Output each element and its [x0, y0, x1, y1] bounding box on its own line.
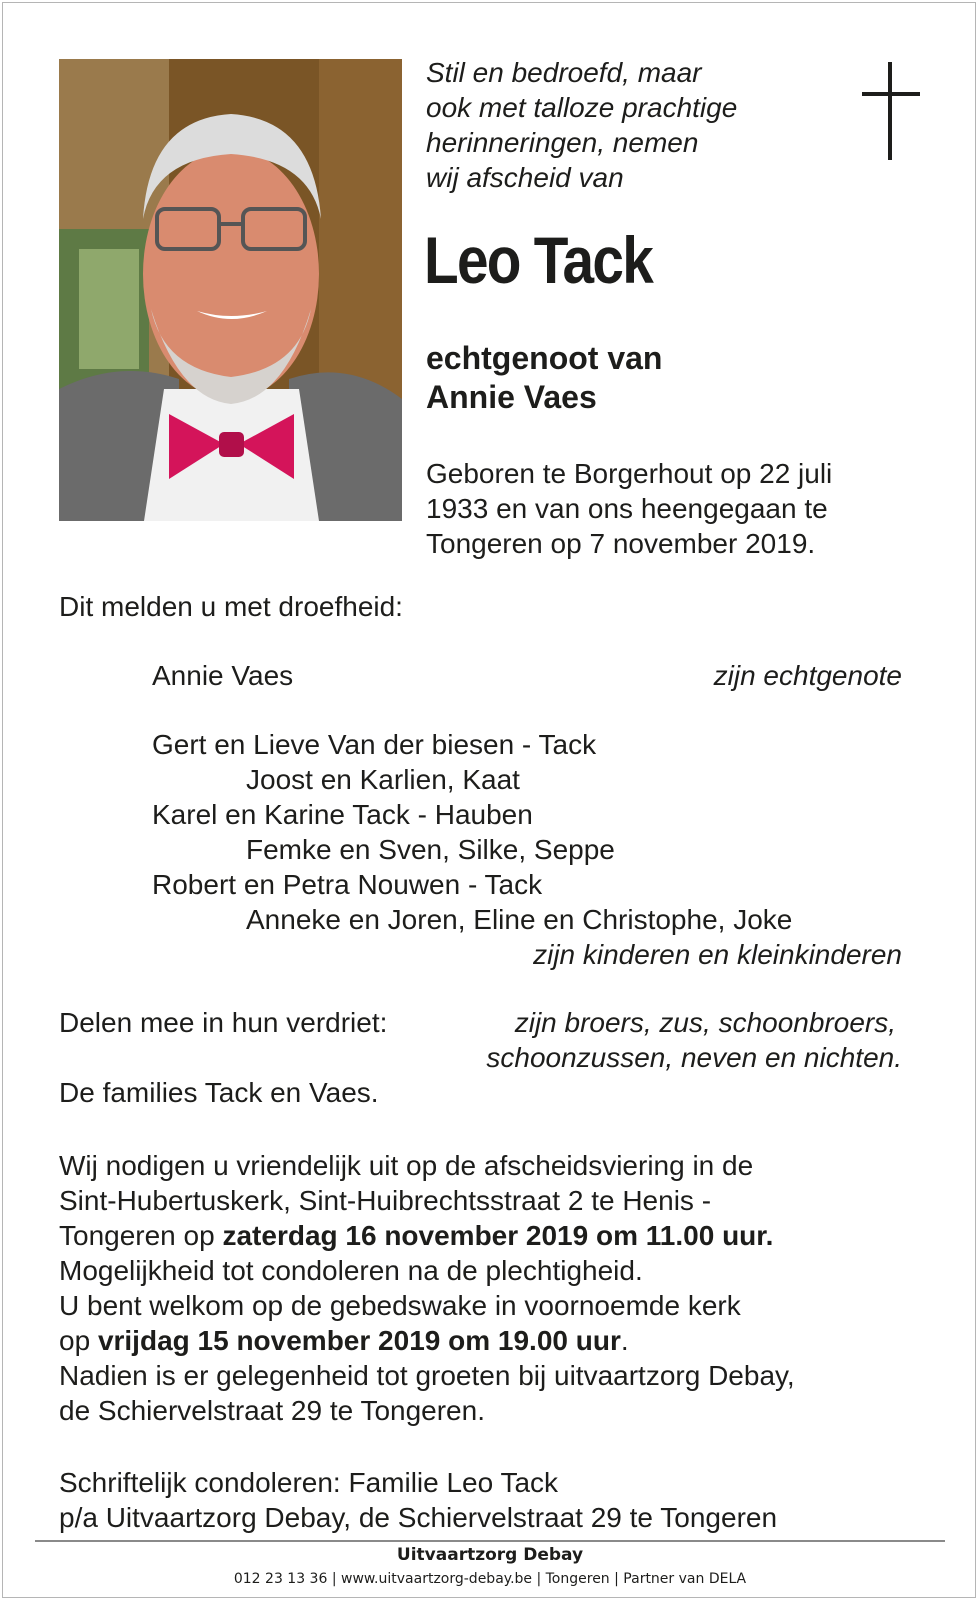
birth-line: Tongeren op 7 november 2019.: [426, 528, 816, 559]
condolence-block: [59, 1465, 777, 1535]
footer-info: 012 23 13 36 | www.uitvaartzorg-debay.be | Tongeren | Partner van DELA: [233, 1571, 747, 1587]
funeral-datetime: zaterdag 16 november 2019 om 11.00 uur.: [222, 1220, 774, 1251]
birth-line: Geboren te Borgerhout op 22 juli: [426, 458, 833, 489]
spouse-block: [426, 339, 662, 417]
invitation-line: de Schiervelstraat 29 te Tongeren.: [59, 1395, 485, 1426]
wake-datetime: vrijdag 15 november 2019 om 19.00 uur: [97, 1325, 621, 1356]
invitation-text-span: op: [59, 1325, 98, 1356]
invitation-text-span: Tongeren op: [59, 1220, 223, 1251]
condolence-address: p/a Uitvaartzorg Debay, de Schiervelstraat 29 te Tongeren: [59, 1502, 778, 1533]
families-line: De families Tack en Vaes.: [59, 1077, 379, 1108]
family-line: Gert en Lieve Van der biesen - Tack: [152, 729, 597, 760]
intro-line: Stil en bedroefd, maar: [426, 57, 702, 88]
invitation-line: Wij nodigen u vriendelijk uit op de afscheidsviering in de: [59, 1150, 754, 1181]
share-relatives-line: schoonzussen, neven en nichten.: [486, 1042, 902, 1073]
invitation-line: Mogelijkheid tot condoleren na de plechtigheid.: [59, 1255, 643, 1286]
invitation-line: [59, 1218, 795, 1253]
cross-icon: [862, 62, 924, 160]
family-line: Femke en Sven, Silke, Seppe: [246, 834, 615, 865]
spouse-name: Annie Vaes: [426, 379, 597, 415]
footer-title: Uitvaartzorg Debay: [396, 1545, 584, 1565]
birth-line: 1933 en van ons heengegaan te: [426, 493, 828, 524]
share-relatives-line: zijn broers, zus, schoonbroers,: [514, 1007, 896, 1038]
invitation-line: [59, 1323, 795, 1358]
invitation-line: Nadien is er gelegenheid tot groeten bij uitvaartzorg Debay,: [59, 1360, 795, 1391]
family-line: Robert en Petra Nouwen - Tack: [152, 869, 543, 900]
announce-line: Dit melden u met droefheid:: [59, 591, 403, 622]
condolence-line: Schriftelijk condoleren: Familie Leo Tack: [59, 1467, 559, 1498]
intro-line: herinneringen, nemen: [426, 127, 699, 158]
family-line: Anneke en Joren, Eline en Christophe, Joke: [246, 904, 793, 935]
invitation-line: U bent welkom op de gebedswake in voornoemde kerk: [59, 1290, 741, 1321]
share-label: Delen mee in hun verdriet:: [59, 1007, 388, 1038]
birth-death-info: [426, 456, 832, 561]
intro-line: ook met talloze prachtige: [426, 92, 738, 123]
family-line: Karel en Karine Tack - Hauben: [152, 799, 533, 830]
intro-text: [426, 55, 737, 195]
deceased-name: Leo Tack: [424, 223, 653, 297]
invitation-text: [59, 1148, 795, 1428]
invitation-line: Sint-Hubertuskerk, Sint-Huibrechtsstraat 2 te Henis -: [59, 1185, 712, 1216]
footer-divider: [35, 1540, 945, 1542]
children-role: zijn kinderen en kleinkinderen: [533, 939, 902, 970]
spouse-relation: echtgenoot van: [426, 340, 663, 376]
family-spouse-role: zijn echtgenote: [713, 660, 902, 691]
invitation-text-span: .: [620, 1325, 629, 1356]
family-line: Joost en Karlien, Kaat: [246, 764, 520, 795]
portrait-photo: [59, 59, 402, 521]
intro-line: wij afscheid van: [426, 162, 624, 193]
family-spouse-name: Annie Vaes: [152, 660, 294, 691]
